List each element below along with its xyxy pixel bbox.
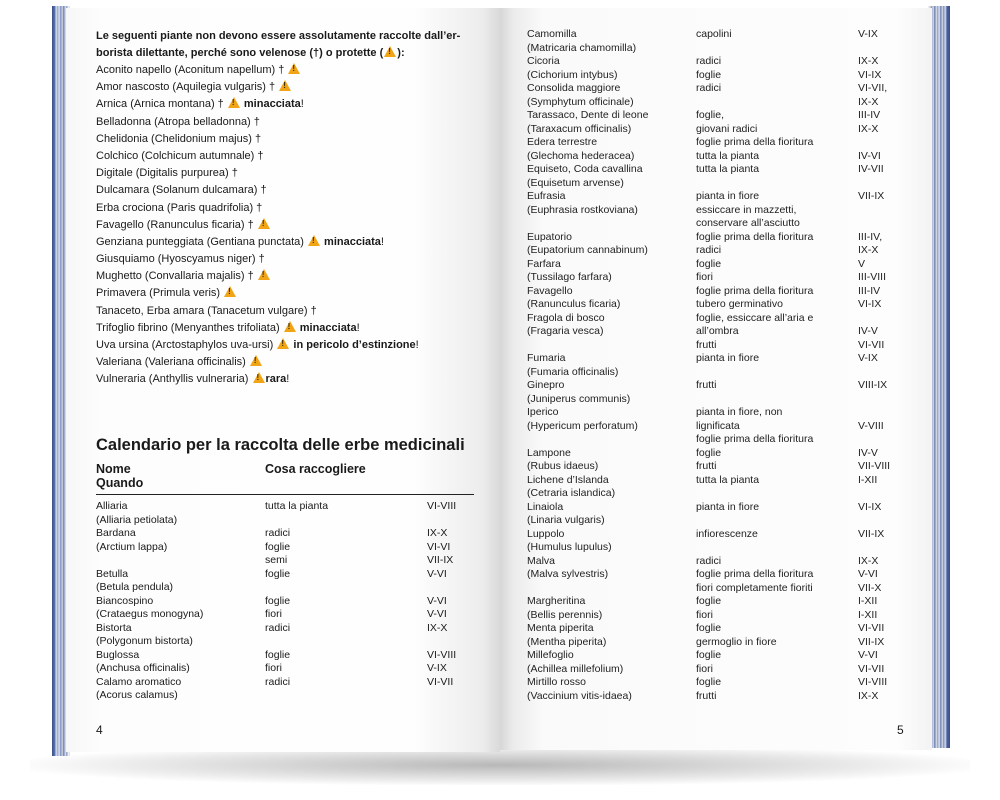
cell-what: fiori xyxy=(696,271,713,283)
cell-what: lignificata xyxy=(696,419,740,432)
column-what: Cosa raccogliere xyxy=(265,462,366,476)
cell-what: foglie xyxy=(265,594,291,607)
cell-when: VI-VIII xyxy=(427,500,457,512)
cell-name: (Hypericum perforatum) xyxy=(527,419,638,432)
warning-icon xyxy=(250,355,262,366)
table-row xyxy=(527,42,907,56)
plant-list-item: Trifoglio fibrino (Menyanthes trifoliata) ! minacciata! xyxy=(96,320,476,337)
table-row xyxy=(527,258,907,272)
plant-list-item: Genziana punteggiata (Gentiana punctata) ! minacciata! xyxy=(96,234,476,251)
cell-when: III-VIII xyxy=(858,271,887,283)
cell-name: Lichene d’Islanda xyxy=(527,473,609,486)
cell-name: (Tussilago farfara) xyxy=(527,271,612,283)
table-row xyxy=(527,231,907,245)
cell-name: Fumaria xyxy=(527,352,566,364)
cell-name: Eufrasia xyxy=(527,190,566,202)
cell-name: (Taraxacum officinalis) xyxy=(527,122,632,135)
warning-icon xyxy=(258,269,270,280)
cell-what: tutta la pianta xyxy=(696,473,760,486)
cell-name: Alliaria xyxy=(96,500,128,512)
cell-name: Buglossa xyxy=(96,648,140,661)
table-row xyxy=(527,69,907,83)
cell-what: foglie, xyxy=(696,109,725,121)
cell-what: radici xyxy=(265,675,291,688)
cell-when: IX-X xyxy=(858,122,879,135)
warning-icon xyxy=(277,338,289,349)
cell-what: foglie prima della fioritura xyxy=(696,284,814,297)
cell-when: IV-VI xyxy=(858,149,881,162)
cell-name: Betulla xyxy=(96,567,129,580)
warning-icon xyxy=(384,46,396,57)
cell-name: (Matricaria chamomilla) xyxy=(527,41,637,54)
cell-what: radici xyxy=(696,554,722,567)
cell-what: foglie xyxy=(265,567,291,580)
cell-what: tubero germinativo xyxy=(696,298,783,310)
cell-name: Tarassaco, Dente di leone xyxy=(527,109,649,121)
cell-what: frutti xyxy=(696,379,717,391)
cell-name: Favagello xyxy=(527,284,573,297)
plant-list-item: Uva ursina (Arctostaphylos uva-ursi) ! in pericolo d’estinzione! xyxy=(96,337,476,354)
cell-name: Consolida maggiore xyxy=(527,82,621,94)
table-row xyxy=(96,500,476,514)
table-row xyxy=(527,663,907,677)
table-row xyxy=(527,271,907,285)
table-row xyxy=(527,109,907,123)
table-row xyxy=(96,689,476,703)
cell-name: Margheritina xyxy=(527,595,586,607)
table-row xyxy=(96,541,476,555)
table-row xyxy=(527,528,907,542)
table-row xyxy=(527,676,907,690)
table-row xyxy=(527,163,907,177)
cell-when: VI-VIII xyxy=(427,648,457,661)
plant-list-item: Belladonna (Atropa belladonna) † xyxy=(96,115,260,128)
cell-name: Iperico xyxy=(527,406,559,418)
table-row xyxy=(527,609,907,623)
cell-name: (Glechoma hederacea) xyxy=(527,149,635,162)
table-row xyxy=(96,527,476,541)
plant-list-item: Colchico (Colchicum autumnale) † xyxy=(96,149,264,162)
cell-when: IX-X xyxy=(858,554,879,567)
cell-name: Fragola di bosco xyxy=(527,311,605,324)
page-number-right: 5 xyxy=(897,723,904,737)
plant-list-item: Dulcamara (Solanum dulcamara) † xyxy=(96,184,267,197)
table-row xyxy=(96,514,476,528)
table-row xyxy=(527,541,907,555)
cell-name: (Vaccinium vitis-idaea) xyxy=(527,689,632,702)
cell-name: (Anchusa officinalis) xyxy=(96,662,190,674)
cell-name: Calamo aromatico xyxy=(96,675,182,688)
cell-name: Bistorta xyxy=(96,621,132,634)
cell-what: foglie xyxy=(265,540,291,553)
table-row xyxy=(527,28,907,42)
cell-when: IV-VII xyxy=(858,163,884,175)
cell-name: (Humulus lupulus) xyxy=(527,541,612,553)
table-row xyxy=(527,568,907,582)
status-note: minacciata xyxy=(240,98,301,111)
table-row xyxy=(527,217,907,231)
table-row xyxy=(527,123,907,137)
table-row xyxy=(96,608,476,622)
cell-name: (Betula pendula) xyxy=(96,581,174,593)
cell-when: IX-X xyxy=(858,244,879,256)
table-row xyxy=(527,460,907,474)
warning-icon xyxy=(228,97,240,108)
cell-name: (Cetraria islandica) xyxy=(527,487,616,499)
cell-name: Farfara xyxy=(527,257,561,270)
cell-name: (Eupatorium cannabinum) xyxy=(527,244,648,256)
cell-name: Equiseto, Coda cavallina xyxy=(527,163,643,175)
cell-what: germoglio in fiore xyxy=(696,635,777,648)
cell-when: VII-VIII xyxy=(858,460,891,472)
cell-when: V-VI xyxy=(858,568,878,580)
cell-when: V-VI xyxy=(427,608,447,620)
table-row xyxy=(96,595,476,609)
table-row xyxy=(96,554,476,568)
table-row xyxy=(527,622,907,636)
cell-name: Millefoglio xyxy=(527,649,574,661)
cell-when: VII-IX xyxy=(427,554,454,566)
cell-what: infiorescenze xyxy=(696,527,758,540)
cell-name: (Acorus calamus) xyxy=(96,689,178,701)
table-row xyxy=(527,285,907,299)
table-row xyxy=(527,447,907,461)
cell-name: (Alliaria petiolata) xyxy=(96,513,178,526)
cell-when: IV-V xyxy=(858,446,878,459)
cell-name: (Symphytum officinale) xyxy=(527,95,634,108)
table-row xyxy=(527,55,907,69)
table-row xyxy=(527,595,907,609)
cell-what: pianta in fiore, non xyxy=(696,406,783,418)
cell-name: Lampone xyxy=(527,446,571,459)
plant-list-item: Favagello (Ranunculus ficaria) † ! xyxy=(96,217,476,234)
table-row xyxy=(527,366,907,380)
cell-name: Cicoria xyxy=(527,55,560,67)
cell-what: capolini xyxy=(696,28,732,40)
table-row xyxy=(96,622,476,636)
cell-when: III-IV xyxy=(858,284,881,297)
warning-icon xyxy=(224,286,236,297)
protected-plants-heading: Le seguenti piante non devono essere assolutamente raccolte dall’er- borista dilettante, perché sono velenose (†) o protette (! ): xyxy=(96,28,476,62)
cell-when: V-IX xyxy=(858,352,878,364)
table-row xyxy=(527,379,907,393)
cell-name: (Fumaria officinalis) xyxy=(527,365,619,378)
warning-icon xyxy=(288,63,300,74)
cell-what: frutti xyxy=(696,689,717,702)
cell-what: radici xyxy=(265,527,291,539)
cell-what: foglie, essiccare all’aria e xyxy=(696,311,814,324)
warning-icon xyxy=(258,218,270,229)
cell-name: (Equisetum arvense) xyxy=(527,176,624,189)
cell-when: VII-X xyxy=(858,581,882,594)
table-row xyxy=(527,487,907,501)
cell-name: (Arctium lappa) xyxy=(96,540,168,553)
cell-what: fiori xyxy=(696,608,713,621)
warning-icon xyxy=(308,235,320,246)
plant-list-item: Amor nascosto (Aquilegia vulgaris) † ! xyxy=(96,79,476,96)
cell-when: V-VI xyxy=(858,649,878,661)
cell-name: Luppolo xyxy=(527,527,565,540)
cell-what: pianta in fiore xyxy=(696,500,760,513)
cell-what: fiori xyxy=(265,662,282,674)
cell-what: foglie xyxy=(696,257,722,270)
table-row xyxy=(527,501,907,515)
cell-when: VI-VII xyxy=(858,622,885,634)
table-row xyxy=(527,649,907,663)
header-divider xyxy=(96,494,474,495)
plant-list-item: Giusquiamo (Hyoscyamus niger) † xyxy=(96,253,265,266)
cell-when: V-IX xyxy=(858,28,878,40)
status-note: rara xyxy=(265,373,287,386)
cell-when: IX-X xyxy=(858,55,879,67)
cell-name: Malva xyxy=(527,554,556,567)
cell-what: foglie prima della fioritura xyxy=(696,230,814,243)
cell-when: V-IX xyxy=(427,662,447,674)
table-row xyxy=(527,82,907,96)
cell-what: radici xyxy=(696,244,722,256)
cell-what: foglie xyxy=(696,649,722,661)
cell-when: V-VI xyxy=(427,594,447,607)
cell-name: Biancospino xyxy=(96,594,154,607)
cell-what: fiori xyxy=(696,662,713,675)
plant-list-item: Primavera (Primula veris) ! xyxy=(96,285,476,302)
cell-what: foglie prima della fioritura xyxy=(696,568,814,580)
table-row xyxy=(527,190,907,204)
table-row xyxy=(96,676,476,690)
cell-when: VI-IX xyxy=(858,68,882,81)
table-row xyxy=(96,649,476,663)
protected-plants-list xyxy=(96,62,476,389)
cell-name: (Polygonum bistorta) xyxy=(96,635,193,647)
cell-what: foglie xyxy=(696,68,722,81)
cell-when: IX-X xyxy=(427,621,448,634)
warning-icon xyxy=(279,80,291,91)
cell-name: (Euphrasia rostkoviana) xyxy=(527,203,638,216)
calendar-table-left xyxy=(96,500,476,703)
cell-when: III-IV xyxy=(858,109,881,121)
cell-what: pianta in fiore xyxy=(696,352,760,364)
table-row xyxy=(96,568,476,582)
plant-list-item: Arnica (Arnica montana) † ! minacciata! xyxy=(96,96,476,113)
plant-list-item: Aconito napello (Aconitum napellum) † ! xyxy=(96,62,476,79)
cell-when: VII-IX xyxy=(858,635,885,648)
cell-what: frutti xyxy=(696,338,717,351)
cell-what: essiccare in mazzetti, xyxy=(696,203,797,216)
cell-what: fiori completamente fioriti xyxy=(696,581,813,594)
cell-name: Menta piperita xyxy=(527,622,594,634)
cell-name: Eupatorio xyxy=(527,230,572,243)
plant-list-item: Erba crociona (Paris quadrifolia) † xyxy=(96,201,263,214)
table-row xyxy=(527,420,907,434)
page-number-left: 4 xyxy=(96,723,103,737)
cell-name: (Cichorium intybus) xyxy=(527,68,618,81)
cell-name: Mirtillo rosso xyxy=(527,676,586,688)
cell-when: V-VIII xyxy=(858,419,884,432)
cell-what: tutta la pianta xyxy=(696,149,760,162)
table-row xyxy=(527,514,907,528)
table-row xyxy=(527,582,907,596)
cell-name: (Linaria vulgaris) xyxy=(527,514,605,526)
cell-what: radici xyxy=(696,82,722,94)
plant-list-item: Digitale (Digitalis purpurea) † xyxy=(96,167,238,180)
cell-when: VI-VIII xyxy=(858,676,888,688)
cell-what: fiori xyxy=(265,608,282,620)
cell-what: radici xyxy=(265,621,291,634)
table-row xyxy=(527,393,907,407)
cell-what: foglie xyxy=(696,595,722,607)
cell-when: VI-IX xyxy=(858,298,882,310)
warning-icon xyxy=(284,321,296,332)
cell-name: Ginepro xyxy=(527,379,565,391)
calendar-table-right xyxy=(527,28,907,703)
cell-what: frutti xyxy=(696,460,717,472)
cell-when: I-XII xyxy=(858,595,878,607)
plant-list-item: Chelidonia (Chelidonium majus) † xyxy=(96,132,262,145)
plant-list-item: Valeriana (Valeriana officinalis) ! xyxy=(96,354,476,371)
cell-when: VI-VII xyxy=(427,675,454,688)
table-row xyxy=(96,581,476,595)
table-row xyxy=(527,406,907,420)
cell-what: tutta la pianta xyxy=(265,500,329,512)
cell-what: radici xyxy=(696,55,722,67)
cell-name: (Mentha piperita) xyxy=(527,635,607,648)
table-row xyxy=(96,662,476,676)
cell-when: VI-VII, xyxy=(858,82,888,94)
table-row xyxy=(527,690,907,704)
cell-name: (Crataegus monogyna) xyxy=(96,608,204,620)
column-when: Quando xyxy=(96,476,144,490)
calendar-table-header xyxy=(96,462,474,490)
table-row xyxy=(527,352,907,366)
cell-when: IX-X xyxy=(427,527,448,539)
plant-list-item: Vulneraria (Anthyllis vulneraria) !rara! xyxy=(96,371,476,388)
cell-what: pianta in fiore xyxy=(696,190,760,202)
cell-when: I-XII xyxy=(858,473,878,486)
table-row xyxy=(527,150,907,164)
table-row xyxy=(527,204,907,218)
cell-when: VIII-IX xyxy=(858,379,888,391)
cell-when: V-VI xyxy=(427,567,447,580)
cell-when: V xyxy=(858,257,866,270)
cell-what: foglie prima della fioritura xyxy=(696,433,814,445)
cell-name: (Juniperus communis) xyxy=(527,392,631,405)
table-row xyxy=(527,244,907,258)
cell-when: III-IV, xyxy=(858,230,883,243)
cell-when: IX-X xyxy=(858,95,879,108)
cell-name: (Achillea millefolium) xyxy=(527,662,624,675)
status-note: minacciata xyxy=(296,321,357,334)
cell-name: Bardana xyxy=(96,527,136,539)
cell-name: Camomilla xyxy=(527,28,577,40)
cell-when: IV-V xyxy=(858,325,878,337)
cell-what: foglie xyxy=(696,446,722,459)
table-row xyxy=(527,636,907,650)
cell-name: (Malva sylvestris) xyxy=(527,568,609,580)
table-row xyxy=(527,298,907,312)
cell-what: conservare all’asciutto xyxy=(696,217,800,229)
table-row xyxy=(527,339,907,353)
table-row xyxy=(527,136,907,150)
table-row xyxy=(96,635,476,649)
cell-name: (Ranunculus ficaria) xyxy=(527,298,621,310)
cell-what: foglie prima della fioritura xyxy=(696,136,814,148)
cell-when: I-XII xyxy=(858,608,878,621)
cell-what: foglie xyxy=(696,622,722,634)
table-row xyxy=(527,433,907,447)
table-row xyxy=(527,177,907,191)
table-row xyxy=(527,325,907,339)
cell-what: foglie xyxy=(265,648,291,661)
cell-when: VI-IX xyxy=(858,500,882,513)
table-row xyxy=(527,312,907,326)
cell-name: (Rubus idaeus) xyxy=(527,460,599,472)
table-row xyxy=(527,555,907,569)
status-note: minacciata xyxy=(320,235,381,248)
cell-name: (Fragaria vesca) xyxy=(527,325,604,337)
warning-icon xyxy=(253,372,265,383)
protected-plants-section xyxy=(96,28,476,389)
calendar-title: Calendario per la raccolta delle erbe medicinali xyxy=(96,436,465,454)
cell-name: (Bellis perennis) xyxy=(527,608,603,621)
plant-list-item: Mughetto (Convallaria majalis) † ! xyxy=(96,268,476,285)
cell-when: VII-IX xyxy=(858,527,885,540)
cell-when: VI-VII xyxy=(858,662,885,675)
cell-name: Linaiola xyxy=(527,500,564,513)
cell-what: all’ombra xyxy=(696,325,739,337)
status-note: in pericolo d’estinzione xyxy=(290,339,416,351)
cell-what: foglie xyxy=(696,676,722,688)
cell-what: semi xyxy=(265,554,288,566)
table-row xyxy=(527,96,907,110)
cell-when: VI-VII xyxy=(858,338,885,351)
cell-when: VII-IX xyxy=(858,190,885,202)
column-name: Nome xyxy=(96,462,131,476)
cell-when: IX-X xyxy=(858,689,879,702)
plant-list-item: Tanaceto, Erba amara (Tanacetum vulgare) † xyxy=(96,304,317,317)
cell-what: giovani radici xyxy=(696,122,758,135)
table-row xyxy=(527,474,907,488)
cell-what: tutta la pianta xyxy=(696,163,760,175)
cell-name: Edera terrestre xyxy=(527,136,598,148)
cell-when: VI-VI xyxy=(427,540,451,553)
